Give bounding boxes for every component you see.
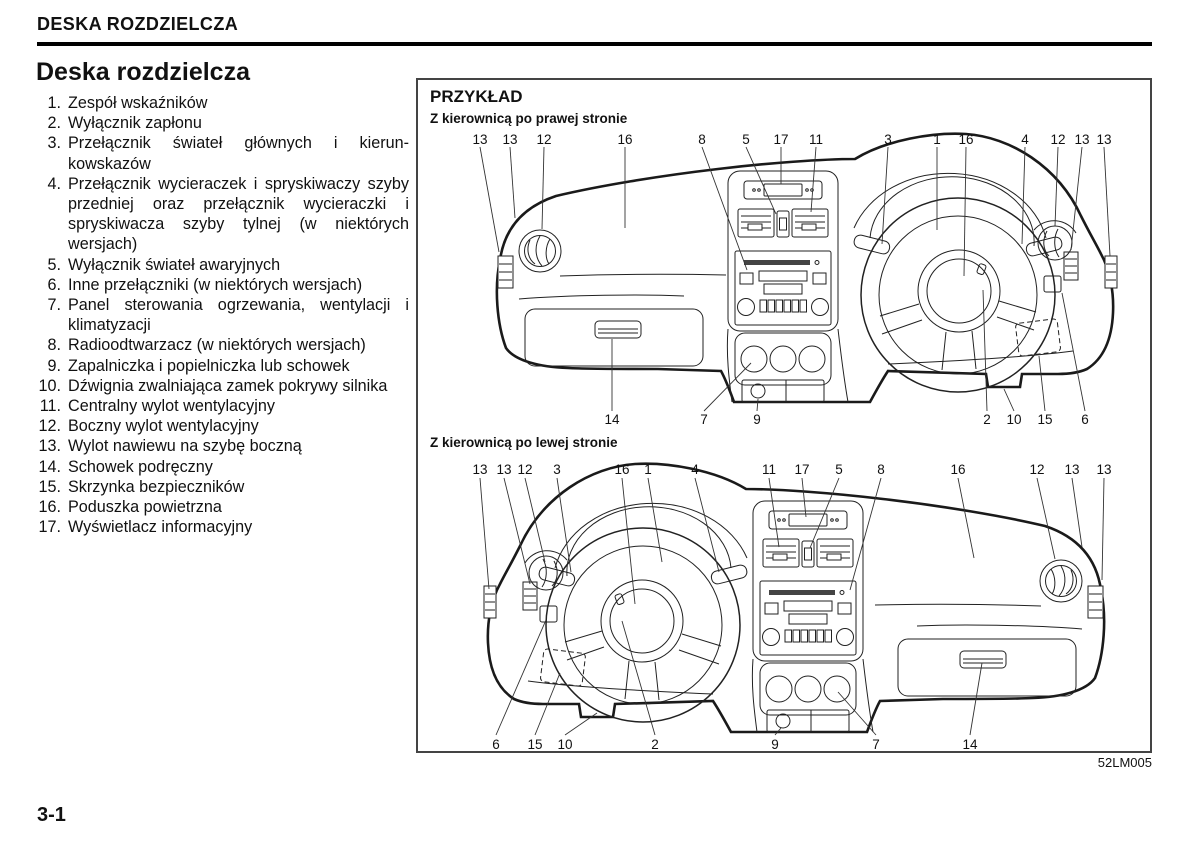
legend-item: 13. Wylot nawiewu na szybę boczną: [38, 437, 302, 456]
legend-item: 9. Zapalniczka i popielniczka lub schowek: [47, 356, 350, 375]
callout-label: 5: [835, 462, 843, 477]
legend-item: 1. Zespół wskaźników: [47, 94, 208, 112]
legend-item: 15. Skrzynka bezpieczników: [38, 477, 245, 496]
legend-item: 3. Przełącznik świateł głównych i kierunkowskazów: [47, 134, 409, 173]
legend-item: 4. Przełącznik wycieraczek i spryskiwaczy szyby przedniej oraz przełącznik wycieraczki i spryskiwacza szyby tylnej (w niektórych wersjach): [47, 174, 409, 254]
legend-item: 10. Dźwignia zwalniająca zamek pokrywy silnika: [38, 376, 388, 395]
page-number: 3-1: [37, 804, 66, 826]
callout-label: 6: [1081, 412, 1089, 427]
callout-label: 4: [1021, 132, 1029, 147]
dashboard-figure: [416, 78, 1152, 753]
callout-label: 1: [933, 132, 941, 147]
callout-label: 2: [651, 737, 659, 752]
callout-label: 12: [536, 132, 552, 147]
legend-item: 2. Wyłącznik zapłonu: [47, 114, 202, 133]
callout-label: 15: [527, 737, 543, 752]
callout-label: 11: [808, 132, 824, 147]
callout-label: 14: [604, 412, 620, 427]
callout-label: 13: [496, 462, 512, 477]
rhd-caption: Z kierownicą po prawej stronie: [430, 111, 628, 126]
callout-label: 4: [691, 462, 699, 477]
legend-item: 8. Radioodtwarzacz (w niektórych wersjach): [47, 336, 366, 355]
callout-label: 14: [962, 737, 978, 752]
rhd-leader-lines: [480, 147, 1110, 411]
legend-item: 5. Wyłącznik świateł awaryjnych: [47, 255, 281, 274]
dashboard-diagrams: [418, 80, 1154, 755]
lhd-caption: Z kierownicą po lewej stronie: [430, 435, 618, 450]
callout-label: 8: [877, 462, 885, 477]
callout-label: 2: [983, 412, 991, 427]
callout-label: 13: [1064, 462, 1080, 477]
callout-label: 11: [761, 462, 777, 477]
callout-label: 6: [492, 737, 500, 752]
callout-label: 1: [644, 462, 652, 477]
callout-label: 7: [700, 412, 708, 427]
figure-title: PRZYKŁAD: [430, 87, 523, 106]
callout-label: 12: [1050, 132, 1066, 147]
page-header: DESKA ROZDZIELCZA: [37, 14, 239, 34]
legend-item: 6. Inne przełączniki (w niektórych wersjach): [47, 275, 363, 294]
callout-label: 16: [958, 132, 974, 147]
callout-label: 13: [1096, 132, 1112, 147]
legend-item: 17. Wyświetlacz informacyjny: [38, 518, 253, 537]
callout-label: 8: [698, 132, 706, 147]
legend-item: 7. Panel sterowania ogrzewania, wentylacji i klimatyzacji: [47, 296, 409, 335]
callout-label: 3: [884, 132, 892, 147]
section-title: Deska rozdzielcza: [36, 58, 250, 86]
legend-item: 11. Centralny wylot wentylacyjny: [39, 397, 275, 416]
callout-label: 13: [472, 132, 488, 147]
callout-label: 12: [1029, 462, 1045, 477]
callout-label: 15: [1037, 412, 1053, 427]
callout-label: 12: [517, 462, 533, 477]
figure-code: 52LM005: [1097, 755, 1152, 770]
legend-item: 12. Boczny wylot wentylacyjny: [38, 417, 259, 436]
lhd-callouts: [472, 462, 1111, 752]
callout-label: 16: [950, 462, 966, 477]
callout-label: 9: [771, 737, 779, 752]
callout-label: 17: [794, 462, 810, 477]
callout-label: 16: [614, 462, 630, 477]
callout-label: 13: [1074, 132, 1090, 147]
callout-label: 10: [557, 737, 573, 752]
header-rule: [37, 42, 1152, 46]
callout-label: 13: [1096, 462, 1112, 477]
rhd-callouts: [472, 132, 1111, 427]
callout-label: 3: [553, 462, 561, 477]
legend-item: 14. Schowek podręczny: [38, 457, 213, 476]
callout-label: 13: [502, 132, 518, 147]
legend-list: [37, 93, 409, 537]
callout-label: 13: [472, 462, 488, 477]
callout-label: 17: [773, 132, 789, 147]
callout-label: 16: [617, 132, 633, 147]
callout-label: 7: [872, 737, 880, 752]
callout-label: 5: [742, 132, 750, 147]
callout-label: 9: [753, 412, 761, 427]
lhd-dashboard-drawing: [484, 464, 1104, 732]
legend-item: 16. Poduszka powietrzna: [38, 498, 222, 517]
callout-label: 10: [1006, 412, 1022, 427]
